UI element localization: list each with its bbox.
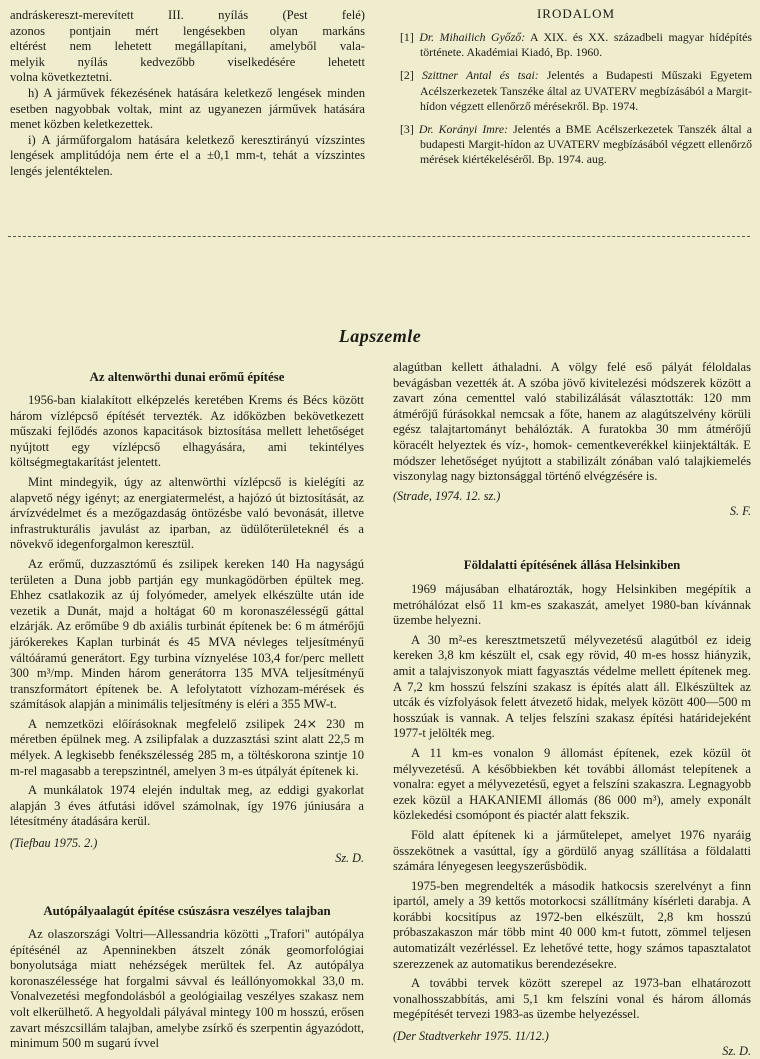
reference-author: Dr. Mihailich Győző: [419,30,526,44]
article-tunnel-continued [393,360,751,519]
article-paragraph: 1969 májusában elhatározták, hogy Helsinkiben megépítik a metróhálózat első 11 km-es szakaszát, amelyet 1980-ban kívánnak üzembe helyezni. [393,582,751,628]
article-altenworth [10,370,364,866]
article-paragraph: A munkálatok 1974 elején indultak meg, az eddigi gyakorlat alapján 3 éves átfutási idővel számolnak, így 1976 júniusára a létesítmény átadására kerül. [10,783,364,829]
references-heading: IRODALOM [536,6,616,21]
top-left-line: melyik nyílás kedvezőbb viselkedésére lehetett [10,54,365,69]
article-paragraph: A további tervek között szerepel az 1973-ban elhatározott vonalhosszabbítás, ami 5,1 km felszíni vonal és három állomás megépítését tervezi 1983-as üzembe helyezéssel. [393,976,751,1022]
reference-number: [1] [400,30,414,44]
article-source: (Der Stadtverkehr 1975. 11/12.) [393,1029,549,1044]
article-paragraph: Az erőmű, duzzasztómű és zsilipek kereken 140 Ha nagyságú területen a Duna jobb partján egy munkagödörben épültek meg. Ehhez csatlakozik az új folyómeder, amelyek elkészülte után ide vezetik a Dunát, majd a holtágat 60 m koronaszélességű gáttal elzárják. Az erőműbe 9 db axiális turbinát építenek be: 6 m átmérőjű járókerekes Kaplan turbinát és 45 MVA névleges teljesítményű váltóáramú generátort. Egy turbina víznyelése 103,4 for/perc mellett 300 m³/mp. Minden három generátorra 135 MVA teljesítményű transzformátort építenek be. A lefolytatott vízhozam-mérések és számítások alapján a minimális teljesítmény is eléri a 355 MW-t. [10,556,364,712]
reference-item [400,30,752,60]
article-paragraph: Az olaszországi Voltri—Allessandria közötti „Trafori" autópálya építésénél az Apenninekben átszelt zónák geomorfológiai bonyolutsága miatt nehézségek merültek fel. Az autópálya koronaszélessége hat forgalmi sávval és leállónyomokkal 33,0 m. Vonalvezetési megfondolásból a geológiailag veszélyes szakasz nem volt elkerülhető. A hegyoldali pályával mintegy 100 m hosszú, erősen zavart mészcsillám talajban, amelybe zsírkő és szerpentin ágyazódott, minimum 500 m sugarú ívvel [10,927,364,1051]
paragraph-h: h) A járművek fékezésének hatására keletkező lengések minden esetben nagyobbak voltak, mint az ugyanezen járművek hatására menet közben keletkezettek. [10,85,365,132]
reference-item [400,68,752,114]
reference-number: [2] [400,68,414,83]
reference-text: Jelentés a BME Acélszerkezetek Tanszék által a budapesti Margit-hídon az UVATERV megbízásából végzett ellenőrző mérések kiértékeléséről. Bp. 1974. aug. [420,122,752,167]
references-block [400,6,752,168]
article-paragraph: A 11 km-es vonalon 9 állomást építenek, ezek közül öt mélyvezetésű. A későbbiekben két további állomást telepítenek a vonalra: egyet a mélyvezetésű, egyet a felszíni szakaszra. Legnagyobb ezek közül a HAKANIEMI állomás (86 000 m³), amely exponált közlekedési csomópont és piactér alatt fekszik. [393,745,751,823]
article-paragraph: Föld alatt építenek ki a járműtelepet, amelyet 1976 nyaráig összekötnek a vasúttal, így a gördülő anyag szállítása a földalatti számára lényegesen leegyszerűsbödik. [393,827,751,874]
top-left-line: volna következtetni. [10,70,113,85]
top-left-text [10,8,365,180]
article-paragraph: alagútban kellett áthaladni. A völgy felé eső pályát féloldalas bevágásban vezették át. A szóba jövő kivitelezési módszerek között a zavart zóna cementtel való stabilizálását választották: 120 mm átmérőjű fúrásokkal nemcsak a főte, hanem az alagútszelvény körüli egész talajtartományt behálózták. A furatokba 30 mm átmérőjű köracélt helyeztek és víz-, homok- cementkeverékkel kiinjektálták. E módszer lehetőséget nyújtott a stabilizált zónában való talajkiemelés viszonylag nagy biztonsággal történő elvégzésére is. [393,360,751,484]
reference-author: Szittner Antal és tsai: [421,68,539,83]
reference-item [400,122,752,168]
section-title: Lapszemle [338,326,422,346]
article-title: Autópályaalagút építése csúszásra veszélyes talajban [43,904,331,918]
article-helsinki [393,558,751,1059]
article-source: (Strade, 1974. 12. sz.) [393,488,501,503]
reference-author: Dr. Korányi Imre: [418,122,509,137]
paragraph-i: i) A járműforgalom hatására keletkező keresztirányú vízszintes lengések amplitúdója nem érte el a ±0,1 mm-t, tehát a vízszintes lengés jelentéktelen. [10,132,365,178]
article-title: Az altenwörthi dunai erőmű építése [89,370,285,384]
article-paragraph: A nemzetközi előírásoknak megfelelő zsilipek 24⨯ 230 m méretben épülnek meg. A zsilipfalak a duzzasztási szint alatt 22,5 m mélyek. A legkisebb fenékszélesség 285 m, a töltéskorona szintje 10 m-rel magasabb a terepszintnél, amelyen 3 m-es útpályát építenek ki. [10,716,364,778]
top-left-line: andráskereszt-merevített III. nyílás (Pest felé) [10,8,365,22]
article-signature: Sz. D. [335,851,364,866]
section-divider [8,236,750,237]
reference-text: A XIX. és XX. századbeli magyar hídépítés története. Akadémiai Kiadó, Bp. 1960. [420,30,753,60]
article-paragraph: A 30 m²-es keresztmetszetű mélyvezetésű alagútból ez ideig kereken 3,8 km készült el, csak egy rövid, 40 m-es hossz hiányzik, amit a talajviszonyok miatt fagyasztás védelme mellett építenek meg. A 7,2 km hosszú felszíni szakasz is építés alatt áll. Elkészültek az utcák és vízfolyások felett átvezető hidak, melyek között 400—500 m hosszúak is vannak. A teljes felszíni szakasz építési határidejeként 1977-t jelölték meg. [393,632,751,741]
article-paragraph: Mint mindegyik, úgy az altenwörthi vízlépcső is kielégíti az alapvető négy igényt; az energiatermelést, a hajózó út biztosítását, az árvízvédelmet és a mezőgazdaság öntözésbe való bevonását, illetve infrastrukturális javulást az iparban, az üdülőterületeknél és a növekvő idegenforgalmon keresztül. [10,474,364,552]
article-signature: S. F. [729,503,751,518]
article-title: Földalatti építésének állása Helsinkiben [463,558,681,572]
article-tunnel [10,904,364,1052]
article-source: (Tiefbau 1975. 2.) [10,836,98,851]
article-signature: Sz. D. [722,1044,751,1059]
top-left-line: azonos pontjain mért lengésekben olyan markáns [10,23,365,38]
reference-text: Jelentés a Budapesti Műszaki Egyetem Acélszerkezetek Tanszéke által az UVATERV megbízásából a Margit-hídon végzett ellenőrző mérésekről. Bp. 1974. [420,68,753,113]
article-paragraph: 1975-ben megrendelték a második hatkocsis szerelvényt a finn ipartól, amely a 39 kettős motorkocsi szállítmány kísérleti darabja. A korábbi kocsitípus az 1972-ben elkészült, 2,8 km hosszú próbaszakaszon már több mint 40 000 km-t futott, zömmel teljesen automatizált vezérléssel. Ez lehetővé tette, hogy számos tapasztalatot szerezzenek az automatikus berendezésekre. [393,878,751,971]
article-paragraph: 1956-ban kialakított elképzelés keretében Krems és Bécs között három vízlépcső építését tervezték. Az időközben bekövetkezett műszaki fejlődés azonos kapacitások biztosítása mellett lehetőséget nyújtott egy vízlépcső elhagyására, ami tekintélyes költségmegtakarítást jelentett. [10,393,364,470]
top-left-line: eltérést nem lehetett megállapítani, amelyből vala- [10,39,365,54]
reference-number: [3] [400,122,414,137]
